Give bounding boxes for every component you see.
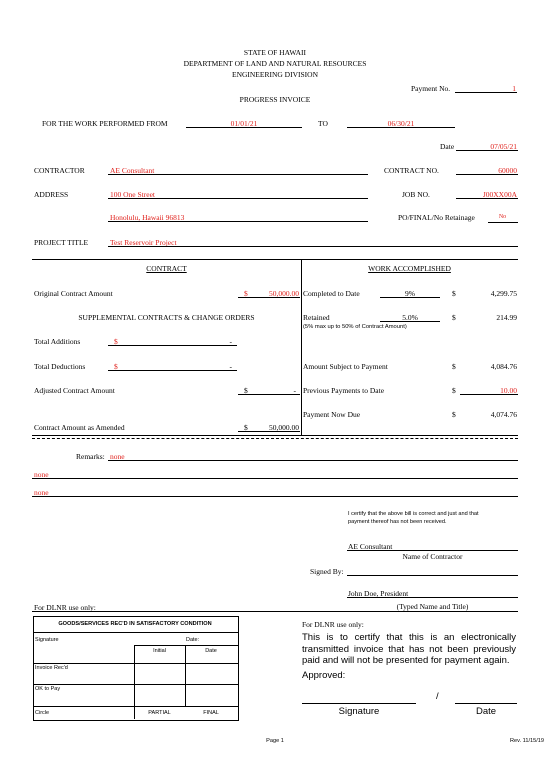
now-due-currency: $ [452, 410, 456, 419]
adjusted-label: Adjusted Contract Amount [34, 386, 115, 395]
header-line-1: STATE OF HAWAII [243, 48, 307, 57]
project-label: PROJECT TITLE [34, 238, 89, 247]
subject-currency: $ [452, 362, 456, 371]
completed-pct[interactable]: 9% [405, 289, 415, 298]
approval-date-line[interactable] [455, 703, 517, 704]
deductions-currency: $ [114, 362, 118, 371]
job-no-value[interactable]: J00XX00A [482, 190, 517, 199]
retained-pct[interactable]: 5.0% [402, 313, 418, 322]
additions-label: Total Additions [34, 337, 81, 346]
original-amount[interactable]: 50,000.00 [269, 289, 299, 298]
retained-note: (5% max up to 50% of Contract Amount) [303, 324, 407, 330]
po-value[interactable]: No [498, 214, 507, 220]
retained-currency: $ [452, 313, 456, 322]
signer-caption: (Typed Name and Title) [396, 602, 469, 611]
retained-label: Retained [303, 313, 330, 322]
supplemental-heading: SUPPLEMENTAL CONTRACTS & CHANGE ORDERS [78, 313, 255, 322]
period-to-value[interactable]: 06/30/21 [387, 119, 415, 128]
adjusted-value: - [293, 386, 296, 395]
remarks-label: Remarks: [76, 452, 105, 461]
slash-separator: / [436, 691, 439, 702]
contractor-name-caption: Name of Contractor [402, 552, 463, 561]
original-amount-label: Original Contract Amount [34, 289, 113, 298]
completed-label: Completed to Date [303, 289, 360, 298]
ok-to-pay-label: OK to Pay [35, 686, 61, 692]
deductions-label: Total Deductions [34, 362, 86, 371]
date-label: Date [440, 142, 455, 151]
deductions-value[interactable]: - [229, 362, 232, 371]
period-from-label: FOR THE WORK PERFORMED FROM [42, 119, 168, 128]
po-label: PO/FINAL/No Retainage [398, 213, 475, 222]
amended-value: 50,000.00 [269, 423, 299, 432]
contractor-name: AE Consultant [348, 542, 393, 551]
contractor-label: CONTRACTOR [34, 166, 85, 175]
now-due-amount: 4,074.76 [490, 410, 517, 419]
dlnr-right-label: For DLNR use only: [302, 620, 364, 629]
revision-date: Rev. 11/15/19 [510, 738, 544, 744]
subject-amount: 4,084.76 [490, 362, 517, 371]
adjusted-currency: $ [244, 386, 248, 395]
previous-currency: $ [452, 386, 456, 395]
invoice-title: PROGRESS INVOICE [239, 95, 311, 104]
invoice-recd-label: Invoice Rec'd [35, 665, 68, 671]
box-date2-label: Date [205, 648, 217, 654]
amended-label: Contract Amount as Amended [34, 423, 125, 432]
previous-amount[interactable]: 10.00 [500, 386, 517, 395]
original-currency: $ [244, 289, 248, 298]
dlnr-left-label: For DLNR use only: [34, 603, 96, 612]
certify-text-2: payment thereof has not been received. [348, 519, 447, 525]
final-option[interactable]: FINAL [203, 710, 219, 716]
now-due-label: Payment Now Due [303, 410, 361, 419]
subject-label: Amount Subject to Payment [303, 362, 388, 371]
amended-currency: $ [244, 423, 248, 432]
work-heading: WORK ACCOMPLISHED [368, 264, 451, 273]
completed-currency: $ [452, 289, 456, 298]
signer-name: John Doe, President [348, 589, 409, 598]
retained-amount: 214.99 [496, 313, 517, 322]
approval-date-label: Date [475, 706, 497, 717]
approval-signature-line[interactable] [302, 703, 416, 704]
contract-heading: CONTRACT [146, 264, 187, 273]
contract-no-label: CONTRACT NO. [384, 166, 439, 175]
payment-no-value[interactable]: 1 [512, 84, 516, 93]
goods-received-title: GOODS/SERVICES REC'D IN SATISFACTORY CONDITION [58, 621, 212, 627]
project-value[interactable]: Test Reservoir Project [110, 238, 177, 247]
electronic-certify-text: This is to certify that this is an electronically transmitted invoice that has not been previously paid and will not be presented for payment again. [302, 632, 516, 666]
remarks-line-3[interactable]: none [34, 488, 49, 497]
period-from-value[interactable]: 01/01/21 [230, 119, 258, 128]
completed-amount: 4,299.75 [490, 289, 517, 298]
additions-currency: $ [114, 337, 118, 346]
remarks-value[interactable]: none [110, 452, 125, 461]
signed-by-label: Signed By: [310, 567, 344, 576]
address-line-2[interactable]: Honolulu, Hawaii 96813 [110, 213, 185, 222]
period-to-label: TO [318, 119, 328, 128]
partial-option[interactable]: PARTIAL [148, 710, 171, 716]
job-no-label: JOB NO. [402, 190, 430, 199]
box-date-label: Date: [186, 637, 200, 643]
contractor-value[interactable]: AE Consultant [110, 166, 155, 175]
box-signature-label: Signature [35, 637, 59, 643]
certify-text-1: I certify that the above bill is correct and just and that [348, 511, 479, 517]
circle-label: Circle [35, 710, 50, 716]
contract-no-value[interactable]: 60000 [498, 166, 517, 175]
date-value[interactable]: 07/05/21 [490, 142, 517, 151]
payment-no-label: Payment No. [411, 84, 451, 93]
address-line-1[interactable]: 100 One Street [110, 190, 155, 199]
approved-label: Approved: [302, 670, 346, 681]
page-number: Page 1 [266, 738, 284, 744]
header-line-2: DEPARTMENT OF LAND AND NATURAL RESOURCES [183, 59, 367, 68]
header-line-3: ENGINEERING DIVISION [231, 70, 319, 79]
remarks-line-2[interactable]: none [34, 470, 49, 479]
previous-label: Previous Payments to Date [303, 386, 385, 395]
box-initial-label: Initial [153, 648, 166, 654]
approval-signature-label: Signature [338, 706, 380, 717]
address-label: ADDRESS [34, 190, 69, 199]
signature-line[interactable] [347, 575, 518, 576]
additions-value[interactable]: - [229, 337, 232, 346]
